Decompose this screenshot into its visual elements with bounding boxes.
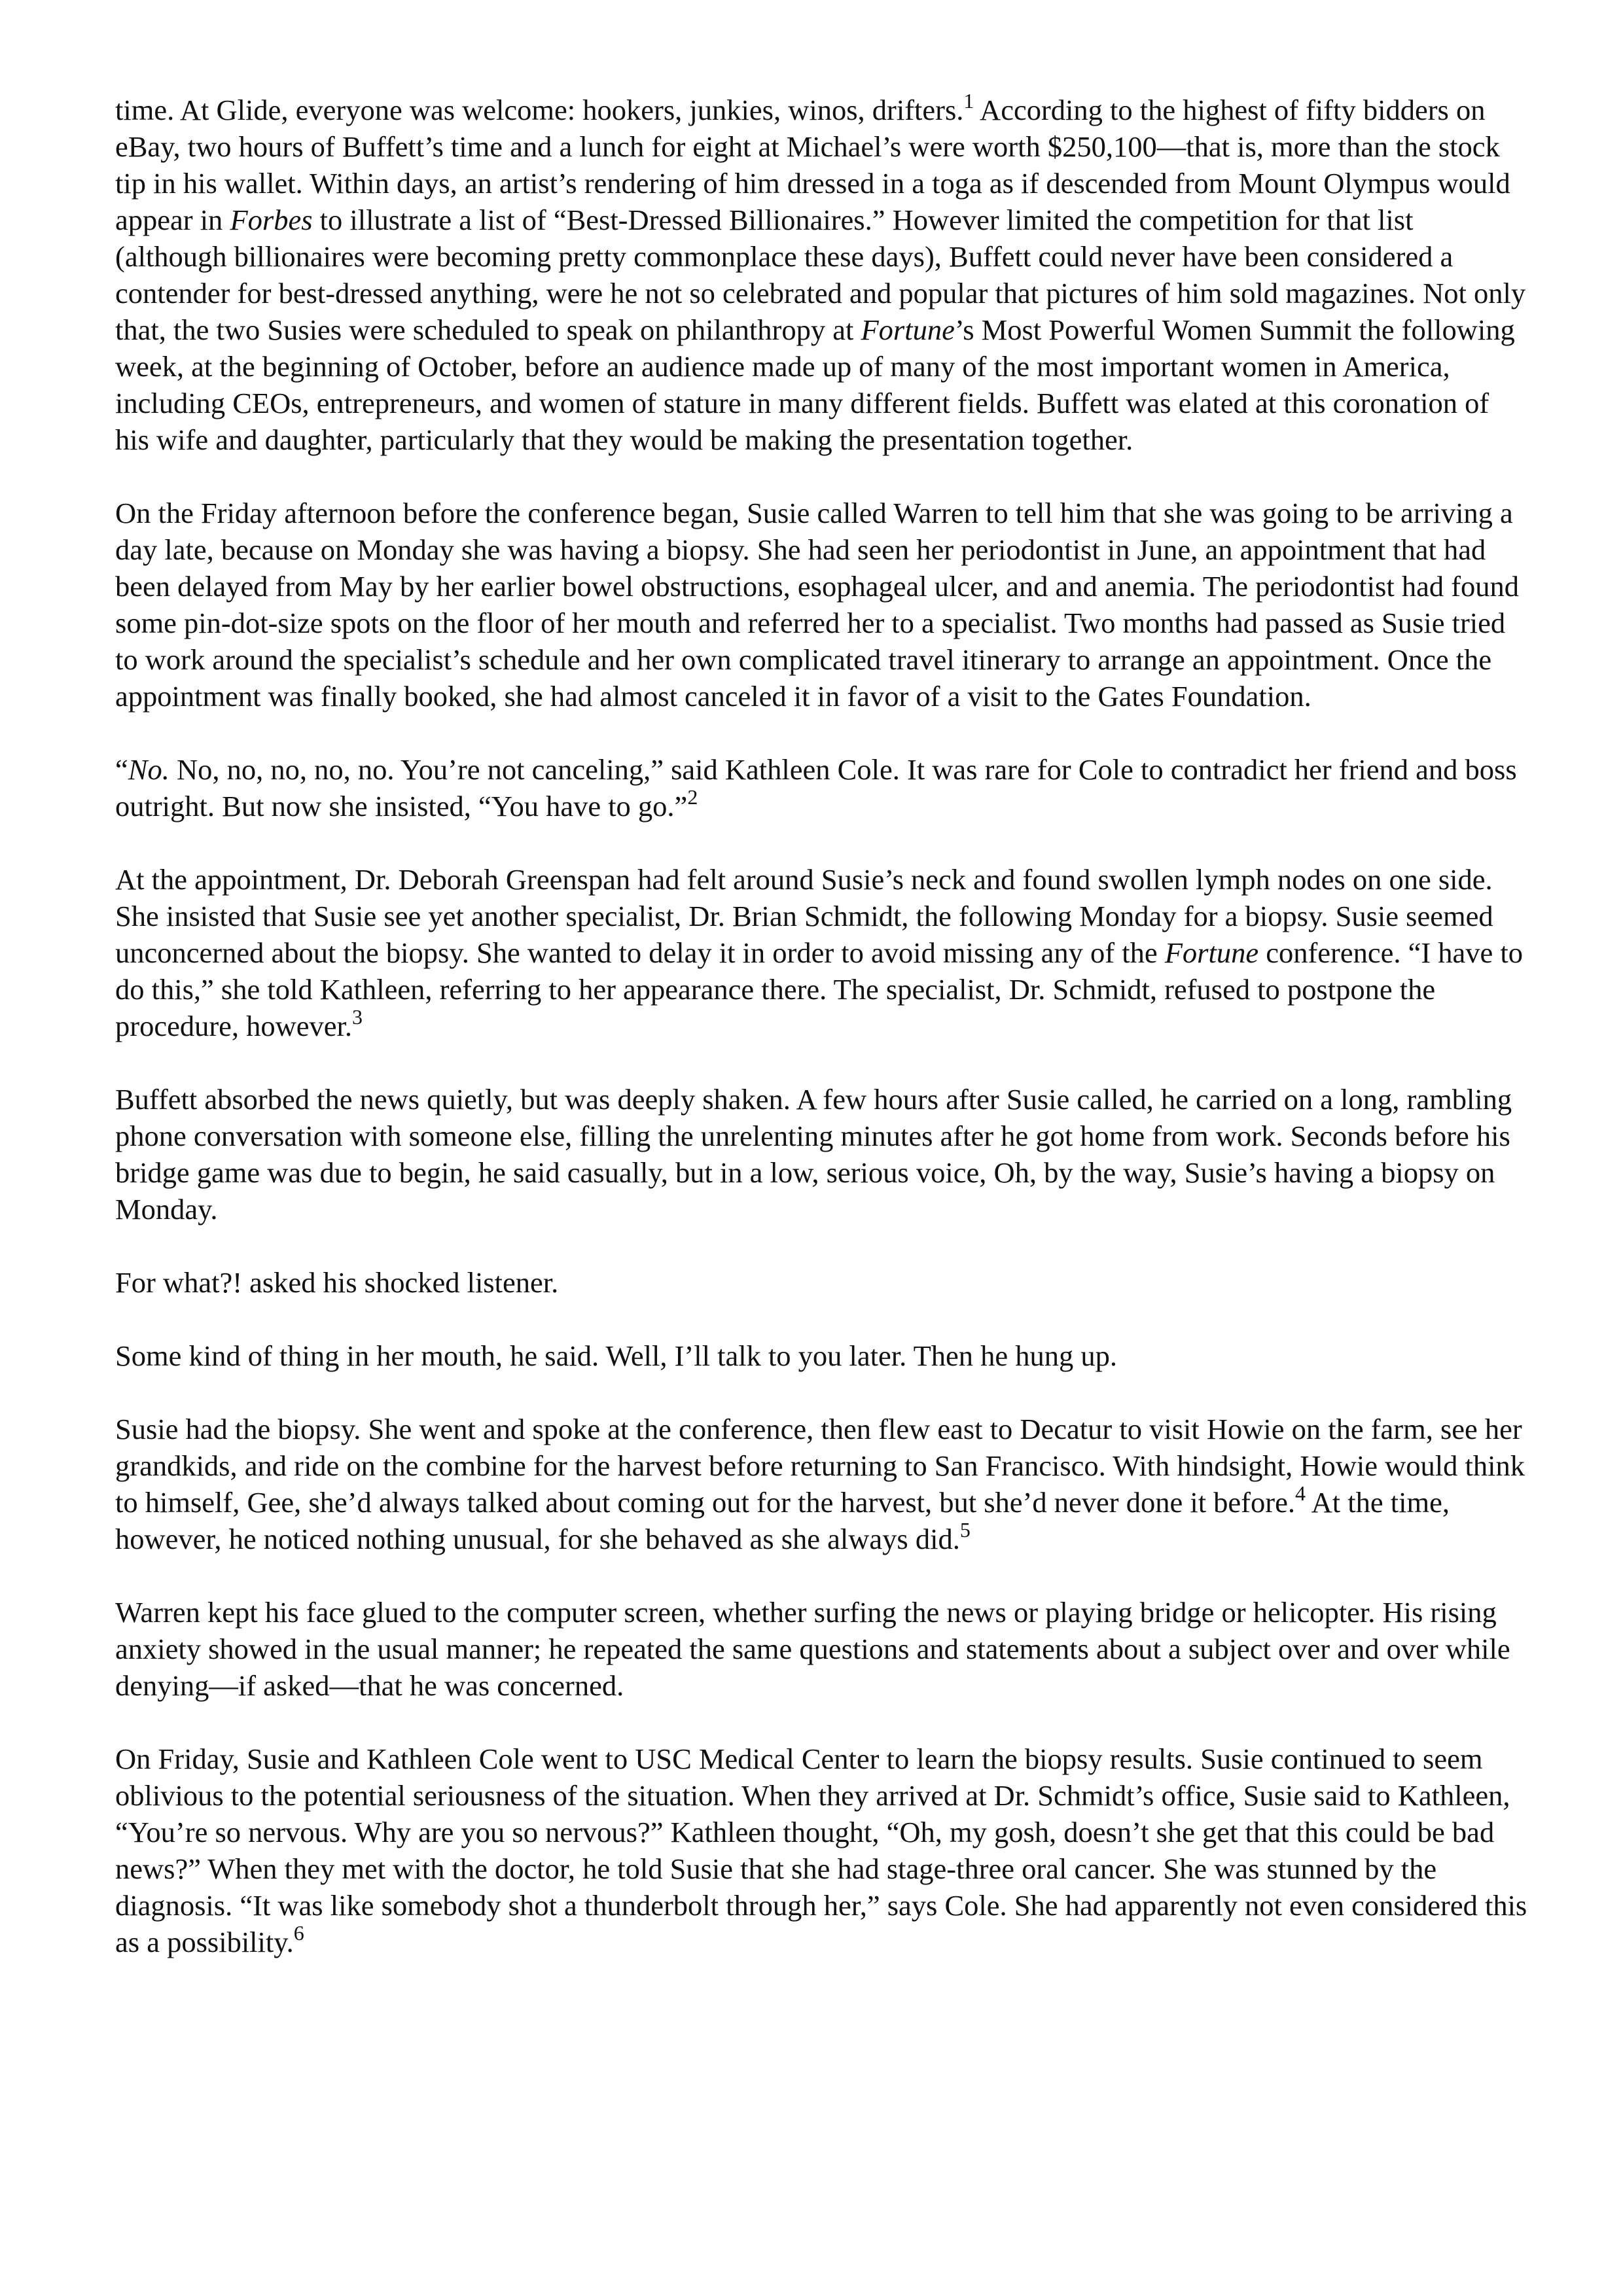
footnote-ref-1: 1 <box>963 89 974 113</box>
paragraph-1: time. At Glide, everyone was welcome: hookers, junkies, winos, drifters.$^1$ According to the highest of fifty bidders on eBay, two hours of Buffett’s time and a lunch for eight at Michael’s were worth $250,100—that is, more than the stock tip in his wallet. Within days, an artist’s rendering of him dressed in a toga as if descended from Mount Olympus would appear in Forbes to illustrate a list of “Best-Dressed Billionaires.” However limited the competition for that list (although billionaires were becoming pretty commonplace these days), Buffett could never have been considered a contender for best-dressed anything, were he not so celebrated and popular that pictures of him sold magazines. Not only that, the two Susies were scheduled to speak on philanthropy at Fortune’s Most Powerful Women Summit the following week, at the beginning of October, before an audience made up of many of the most important women in America, including CEOs, entrepreneurs, and women of stature in many different fields. Buffett was elated at this coronation of his wife and daughter, particularly that they would be making the presentation together. <box>115 89 1526 456</box>
footnote-ref-6: 6 <box>293 1921 304 1945</box>
paragraph-7: Some kind of thing in her mouth, he said. Well, I’ll talk to you later. Then he hung up. <box>115 1339 1118 1372</box>
document-page <box>115 89 1529 1997</box>
paragraph-4: At the appointment, Dr. Deborah Greenspan had felt around Susie’s neck and found swollen lymph nodes on one side. She insisted that Susie see yet another specialist, Dr. Brian Schmidt, the following Monday for a biopsy. Susie seemed unconcerned about the biopsy. She wanted to delay it in order to avoid missing any of the Fortune conference. “I have to do this,” she told Kathleen, referring to her appearance there. The specialist, Dr. Schmidt, refused to postpone the procedure, however.$^3$ <box>115 863 1524 1042</box>
footnote-ref-2: 2 <box>687 785 698 809</box>
footnote-ref-3: 3 <box>352 1005 363 1029</box>
paragraph-10: On Friday, Susie and Kathleen Cole went to USC Medical Center to learn the biopsy results. Susie continued to seem oblivious to the potential seriousness of the situation. When they arrived at Dr. Schmidt’s office, Susie said to Kathleen, “You’re so nervous. Why are you so nervous?” Kathleen thought, “Oh, my gosh, doesn’t she get that this could be bad news?” When they met with the doctor, he told Susie that she had stage-three oral cancer. She was stunned by the diagnosis. “It was like somebody shot a thunderbolt through her,” says Cole. She had apparently not even considered this as a possibility.$^6$ <box>115 1742 1527 1958</box>
paragraph-3: “No. No, no, no, no, no. You’re not canceling,” said Kathleen Cole. It was rare for Cole to contradict her friend and boss outright. But now she insisted, “You have to go.”$^2$ <box>115 753 1517 822</box>
footnote-ref-5: 5 <box>959 1518 971 1542</box>
footnote-ref-4: 4 <box>1294 1481 1306 1506</box>
paragraph-9: Warren kept his face glued to the computer screen, whether surfing the news or playing bridge or helicopter. His rising anxiety showed in the usual manner; he repeated the same questions and statements about a subject over and over while denying—if asked—that he was concerned. <box>115 1596 1510 1702</box>
paragraph-6: For what?! asked his shocked listener. <box>115 1266 559 1299</box>
paragraph-2: On the Friday afternoon before the conference began, Susie called Warren to tell him that she was going to be arriving a day late, because on Monday she was having a biopsy. She had seen her periodontist in June, an appointment that had been delayed from May by her earlier bowel obstructions, esophageal ulcer, and and anemia. The periodontist had found some pin-dot-size spots on the floor of her mouth and referred her to a specialist. Two months had passed as Susie tried to work around the specialist’s schedule and her own complicated travel itinerary to arrange an appointment. Once the appointment was finally booked, she had almost canceled it in favor of a visit to the Gates Foundation. <box>115 497 1520 713</box>
paragraph-8: Susie had the biopsy. She went and spoke at the conference, then flew east to Decatur to visit Howie on the farm, see her grandkids, and ride on the combine for the harvest before returning to San Francisco. With hindsight, Howie would think to himself, Gee, she’d always talked about coming out for the harvest, but she’d never done it before.$^4$ At the time, however, he noticed nothing unusual, for she behaved as she always did.$^5$ <box>115 1413 1525 1555</box>
paragraph-5: Buffett absorbed the news quietly, but was deeply shaken. A few hours after Susie called, he carried on a long, rambling phone conversation with someone else, filling the unrelenting minutes after he got home from work. Seconds before his bridge game was due to begin, he said casually, but in a low, serious voice, Oh, by the way, Susie’s having a biopsy on Monday. <box>115 1083 1512 1226</box>
